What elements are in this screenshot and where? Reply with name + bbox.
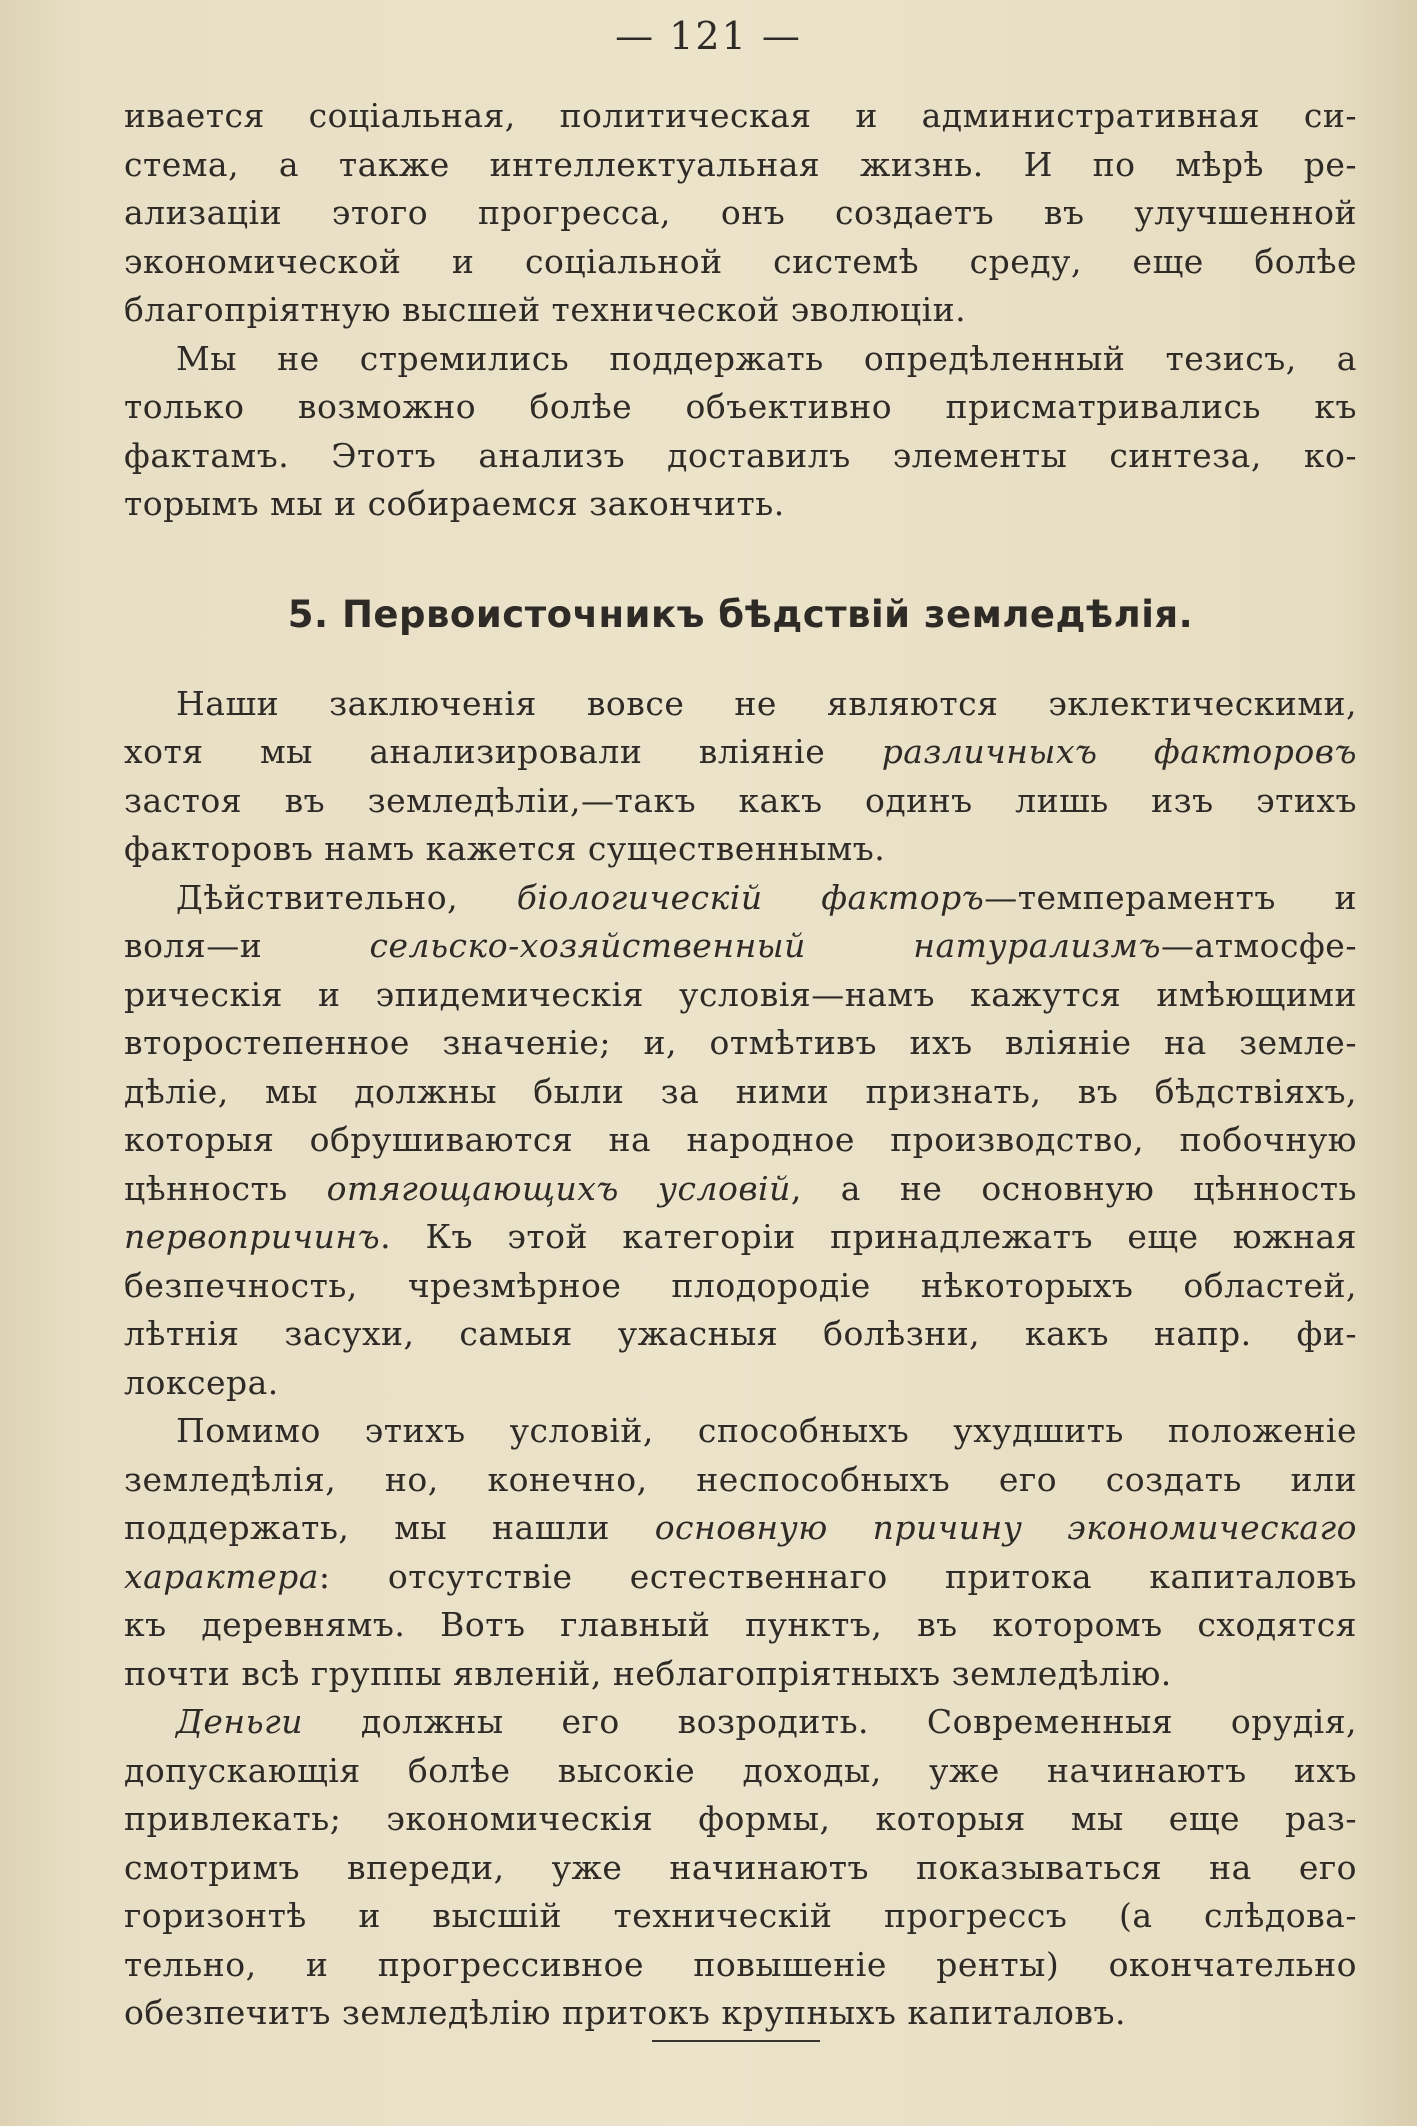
text-line: фактамъ. Этотъ анализъ доставилъ элементы синтеза, ко- xyxy=(124,435,1357,475)
italic-phrase: отягощающихъ условій xyxy=(326,1168,791,1208)
text-line: торымъ мы и собираемся закончить. xyxy=(124,484,785,523)
text-line: рическія и эпидемическія условія—намъ кажутся имѣющими xyxy=(124,974,1357,1014)
text-line: стема, а также интеллектуальная жизнь. И по мѣрѣ ре- xyxy=(124,144,1357,184)
text-line: второстепенное значеніе; и, отмѣтивъ ихъ вліяніе на земле- xyxy=(124,1023,1357,1062)
paragraph-3 xyxy=(124,680,1357,874)
text-line: первопричинъ. Къ этой категоріи принадлежатъ еще южная xyxy=(124,1217,1357,1256)
text-line: ализаціи этого прогресса, онъ создаетъ въ улучшенной xyxy=(124,193,1357,232)
end-rule xyxy=(652,2040,820,2042)
text-line: хотя мы анализировали вліяніе различныхъ факторовъ xyxy=(124,732,1357,771)
text-line: Деньги должны его возродить. Современныя орудія, xyxy=(176,1702,1357,1741)
paragraph-intro xyxy=(124,92,1357,335)
text-column xyxy=(124,92,1357,2038)
text-line: Дѣйствительно, біологическій факторъ—темпераментъ и xyxy=(176,877,1357,917)
text-line: поддержать, мы нашли основную причину экономическаго xyxy=(124,1508,1358,1547)
text-line: Мы не стремились поддержать опредѣленный тезисъ, а xyxy=(176,338,1357,378)
text-line: локсера. xyxy=(124,1362,279,1402)
italic-phrase: первопричинъ xyxy=(124,1217,381,1256)
italic-phrase: различныхъ факторовъ xyxy=(881,732,1357,771)
italic-phrase: біологическій факторъ xyxy=(516,877,985,917)
paragraph-4 xyxy=(124,874,1357,1408)
paragraph-6 xyxy=(124,1698,1357,2038)
text-line: застоя въ земледѣліи,—такъ какъ одинъ лишь изъ этихъ xyxy=(124,780,1357,820)
page-number: — 121 — xyxy=(615,14,802,58)
text-line: благопріятную высшей технической эволюціи. xyxy=(124,290,967,329)
text-line: которыя обрушиваются на народное производство, побочную xyxy=(124,1120,1357,1159)
text-line: цѣнность отягощающихъ условій, а не основную цѣнность xyxy=(124,1168,1357,1208)
text-line: допускающія болѣе высокіе доходы, уже начинаютъ ихъ xyxy=(124,1750,1357,1790)
italic-phrase: сельско-хозяйственный натурализмъ xyxy=(369,926,1162,965)
italic-phrase: характера xyxy=(124,1556,319,1596)
text-line: лѣтнія засухи, самыя ужасныя болѣзни, какъ напр. фи- xyxy=(124,1314,1357,1353)
text-line: безпечность, чрезмѣрное плодородіе нѣкоторыхъ областей, xyxy=(124,1265,1357,1305)
text-line: земледѣлія, но, конечно, неспособныхъ его создать или xyxy=(124,1459,1357,1499)
text-line: обезпечитъ земледѣлію притокъ крупныхъ капиталовъ. xyxy=(124,1993,1126,2032)
text-line: воля—и сельско-хозяйственный натурализмъ—атмосфе- xyxy=(124,926,1357,965)
paragraph-5 xyxy=(124,1407,1357,1698)
section-heading: 5. Первоисточникъ бѣдствій земледѣлія. xyxy=(287,592,1194,636)
text-line: тельно, и прогрессивное повышеніе ренты) окончательно xyxy=(124,1944,1357,1984)
text-line: только возможно болѣе объективно присматривались къ xyxy=(124,387,1357,426)
text-line: дѣліе, мы должны были за ними признать, въ бѣдствіяхъ, xyxy=(124,1071,1357,1111)
text-line: смотримъ впереди, уже начинаютъ показываться на его xyxy=(124,1847,1357,1887)
italic-phrase: основную причину экономическаго xyxy=(654,1508,1358,1547)
text-line: ивается соціальная, политическая и административная си- xyxy=(124,96,1357,135)
text-line: Помимо этихъ условій, способныхъ ухудшить положеніе xyxy=(176,1411,1357,1450)
text-line: Наши заключенія вовсе не являются эклектическими, xyxy=(176,683,1357,723)
text-line: почти всѣ группы явленій, неблагопріятныхъ земледѣлію. xyxy=(124,1653,1172,1693)
text-line: привлекать; экономическія формы, которыя мы еще раз- xyxy=(124,1799,1357,1838)
italic-phrase: Деньги xyxy=(176,1702,303,1741)
text-line: горизонтѣ и высшій техническій прогрессъ (а слѣдова- xyxy=(124,1896,1357,1935)
paragraph-2 xyxy=(124,335,1357,529)
text-line: характера: отсутствіе естественнаго притока капиталовъ xyxy=(124,1556,1357,1596)
text-line: факторовъ намъ кажется существеннымъ. xyxy=(124,829,886,868)
text-line: къ деревнямъ. Вотъ главный пунктъ, въ которомъ сходятся xyxy=(124,1605,1357,1644)
text-line: экономической и соціальной системѣ среду, еще болѣе xyxy=(124,241,1357,281)
